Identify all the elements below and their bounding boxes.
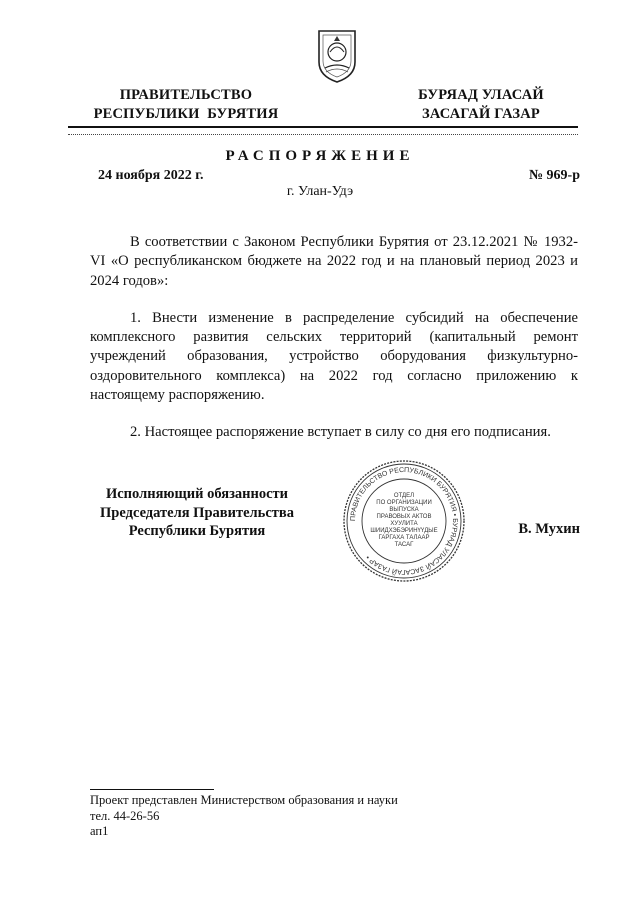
item-2-paragraph: 2. Настоящее распоряжение вступает в силу со дня его подписания.	[130, 424, 551, 441]
seal-center-line5: ХУУЛИТА	[390, 521, 418, 527]
signatory-position-line3: Республики Бурятия	[128, 523, 266, 539]
seal-center-line2: ПО ОРГАНИЗАЦИИ	[376, 500, 432, 506]
header-org-right-line2: ЗАСАГАЙ ГАЗАР	[422, 106, 540, 122]
seal-center-line8: ТАСАГ	[394, 542, 414, 548]
document-title: РАСПОРЯЖЕНИЕ	[225, 148, 415, 164]
header-rule	[68, 126, 578, 128]
signatory-position-line1: Исполняющий обязанности	[105, 486, 289, 502]
footnote-line2: тел. 44-26-56	[90, 808, 160, 823]
header-org-right-line1: БУРЯАД УЛАСАЙ	[418, 87, 544, 103]
preamble-paragraph: В соответствии с Законом Республики Бурятия от 23.12.2021 № 1932-VI «О республиканском бюджете на 2022 год и на плановый период 2023 и 2024 годов»:	[90, 234, 578, 289]
document-body	[90, 233, 578, 461]
document-date: 24 ноября 2022 г.	[98, 168, 204, 183]
signatory-name: В. Мухин	[518, 521, 580, 537]
header-org-left-line1: ПРАВИТЕЛЬСТВО	[119, 87, 253, 103]
seal-ring-text: ПРАВИТЕЛЬСТВО РЕСПУБЛИКИ БУРЯТИЯ • БУРЯАД УЛАСАЙ ЗАСАГАЙ ГАЗАР •	[349, 466, 459, 576]
signatory-position	[84, 485, 310, 541]
seal-center-line1: ОТДЕЛ	[393, 493, 415, 499]
header-org-right	[404, 86, 558, 124]
footnote	[90, 793, 398, 840]
header-org-left-line2: РЕСПУБЛИКИ БУРЯТИЯ	[93, 106, 279, 122]
seal-center-line6: ШИИДХЭБЭРИНҮҮДЫЕ	[370, 528, 438, 534]
header-org-left	[88, 86, 284, 124]
header-dotted-rule	[68, 134, 578, 135]
document-number: № 969-р	[528, 168, 580, 183]
footnote-line3: ап1	[90, 824, 109, 838]
coat-of-arms-icon	[314, 28, 360, 84]
official-seal-icon	[342, 459, 466, 583]
document-city: г. Улан-Удэ	[286, 184, 354, 199]
footnote-line1: Проект представлен Министерством образования и науки	[90, 793, 398, 807]
item-1-paragraph: 1. Внести изменение в распределение субсидий на обеспечение комплексного развития сельских территорий (капитальный ремонт учреждений образования, устройство оборудования физкультурно-оздоровительного комплекса) на 2022 год согласно приложению к настоящему распоряжению.	[90, 309, 578, 404]
seal-center-line3: ВЫПУСКА	[389, 507, 419, 513]
signatory-position-line2: Председателя Правительства	[100, 504, 294, 521]
seal-center-line4: ПРАВОВЫХ АКТОВ	[376, 514, 432, 520]
seal-center-line7: ГАРГАХА ТАЛААР	[378, 535, 430, 541]
footnote-rule	[90, 789, 214, 790]
